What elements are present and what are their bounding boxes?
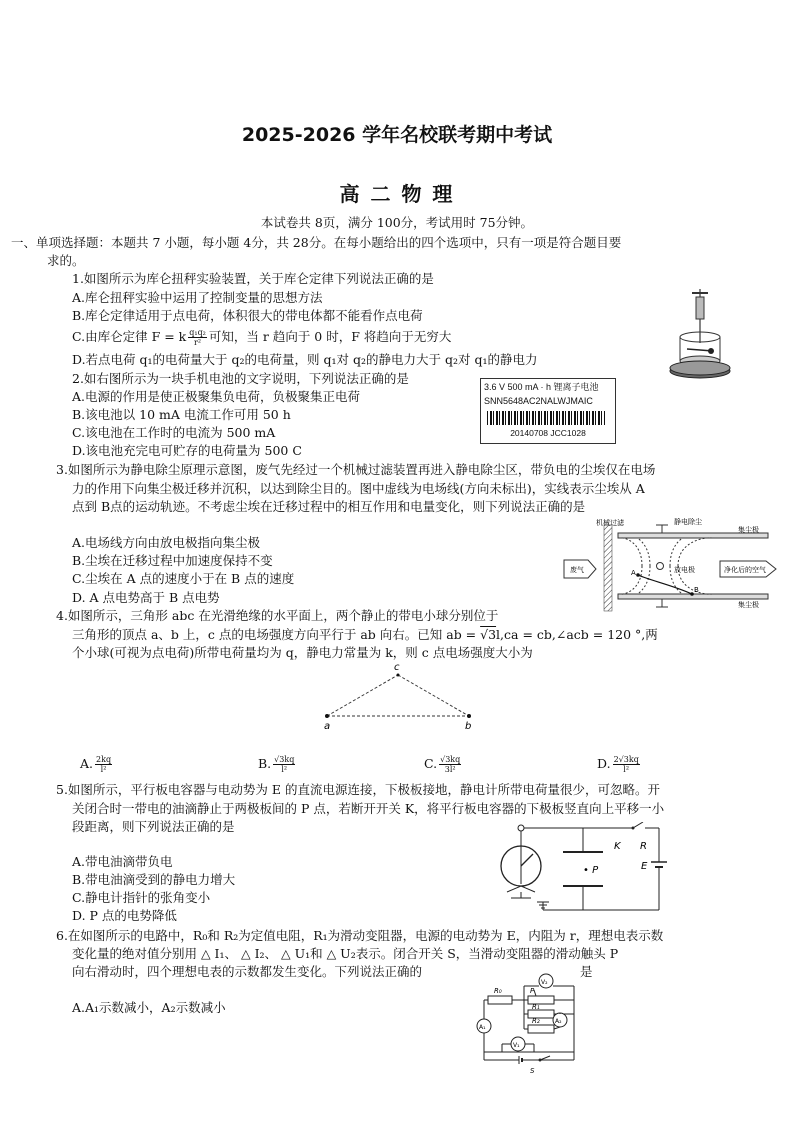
q3-stem-line3: 点到 B点的运动轨迹。不考虑尘埃在迁移过程中的相互作用和电量变化，则下列说法正确的是 <box>72 499 586 514</box>
q6-stem-line3: 向右滑动时，四个理想电表的示数都发生变化。下列说法正确的 <box>72 964 423 979</box>
r0-label: R₀ <box>494 987 502 995</box>
switch-s-label: S <box>530 1067 535 1075</box>
q4-stem-line2: 三角形的顶点 a、b 上，c 点的电场强度方向平行于 ab 向右。已知 ab = √3l,ca = cb,∠acb = 120 °,两 <box>72 627 658 642</box>
fig-filter-label: 机械过滤 <box>596 519 624 527</box>
q2-option-b: B.该电池以 10 mA 电流工作可用 50 h <box>72 407 291 422</box>
q6-circuit-figure <box>474 970 580 1076</box>
q1-option-c: C.由库仑定律 F = k $\frac{\text{q₁q₂}}{\text{r²}}$ 可知，当 r 趋向于 0 时，F 将趋向于无穷大 <box>72 328 452 347</box>
q6-stem-line2: 变化量的绝对值分别用 △ I₁、 △ I₂、 △ U₁和 △ U₂表示。闭合开关 S，当滑动变阻器的滑动触头 P <box>72 946 619 961</box>
point-p-label: • P <box>583 865 599 876</box>
q5-stem-line3: 段距离，则下列说法正确的是 <box>72 819 235 834</box>
q5-option-c: C.静电计指针的张角变小 <box>72 890 211 905</box>
voltmeter-v2-label: V₂ <box>541 979 548 986</box>
fig-collector-bottom-label: 集尘极 <box>738 601 759 609</box>
ammeter-a2-label: A₂ <box>555 1018 562 1025</box>
q4-option-c: C. $\frac{√3kq}{\text{3l²}}$ <box>424 755 461 774</box>
slider-p-label: P <box>530 987 535 995</box>
battery-barcode <box>487 411 605 425</box>
battery-spec: 3.6 V 500 mA · h 锂离子电池 <box>484 382 599 392</box>
q4-stem-line3: 个小球(可视为点电荷)所带电荷量均为 q，静电力常量为 k，则 c 点电场强度大小为 <box>72 645 533 660</box>
q4-stem-line1: 4.如图所示，三角形 abc 在光滑绝缘的水平面上，两个静止的带电小球分别位于 <box>56 608 499 623</box>
resistor-r-label: R <box>640 841 647 852</box>
vertex-b-label: b <box>465 721 472 732</box>
q1-stem: 1.如图所示为库仑扭秤实验装置，关于库仑定律下列说法正确的是 <box>72 271 434 286</box>
q3-stem-line1: 3.如图所示为静电除尘原理示意图，废气先经过一个机械过滤装置再进入静电除尘区，带负电的尘埃仅在电场 <box>56 462 656 477</box>
voltmeter-v1-label: V₁ <box>513 1042 520 1049</box>
q6-stem-line1: 6.在如图所示的电路中，R₀和 R₂为定值电阻，R₁为滑动变阻器，电源的电动势为 E，内阻为 r，理想电表示数 <box>56 928 664 943</box>
ammeter-a1-label: A₁ <box>479 1024 486 1031</box>
r2-label: R₂ <box>532 1017 540 1025</box>
q2-stem: 2.如右图所示为一块手机电池的文字说明，下列说法正确的是 <box>72 371 409 386</box>
fig-clean-air-label: 净化后的空气 <box>724 566 766 574</box>
q1-coulomb-fraction: $\frac{\text{q₁q₂}}{\text{r²}}$ <box>189 328 206 347</box>
fig-zone-label: 静电除尘 <box>674 518 702 526</box>
section-intro: 一、单项选择题：本题共 7 小题，每小题 4分，共 28分。在每小题给出的四个选项中，只有一项是符合题目要 <box>11 235 622 250</box>
exam-info: 本试卷共 8页，满分 100分，考试用时 75分钟。 <box>260 215 534 230</box>
fig-point-b: B <box>694 586 699 594</box>
torsion-balance-figure <box>665 283 735 388</box>
q4-option-a: A. $\frac{2kq}{\text{l²}}$ <box>80 755 112 774</box>
q3-option-a: A.电场线方向由放电极指向集尘极 <box>72 535 261 550</box>
fig-exhaust-label: 废气 <box>570 566 584 574</box>
q2-option-d: D.该电池充完电可贮存的电荷量为 500 C <box>72 443 302 458</box>
q1-option-a: A.库仑扭秤实验中运用了控制变量的思想方法 <box>72 290 323 305</box>
q5-option-d: D. P 点的电势降低 <box>72 908 177 923</box>
q4-option-d: D. $\frac{2√3kq}{\text{l²}}$ <box>597 755 639 774</box>
q2-option-c: C.该电池在工作时的电流为 500 mA <box>72 425 276 440</box>
fig-point-a: A <box>631 569 636 577</box>
triangle-figure <box>316 660 481 732</box>
q1-option-b: B.库仑定律适用于点电荷，体积很大的带电体都不能看作点电荷 <box>72 308 423 323</box>
subject-title: 高 二 物 理 <box>339 182 455 206</box>
capacitor-circuit-figure <box>493 822 673 922</box>
fig-discharge-label: 放电极 <box>674 566 695 574</box>
battery-label <box>480 378 616 444</box>
q3-option-b: B.尘埃在迁移过程中加速度保持不变 <box>72 553 273 568</box>
q5-option-b: B.带电油滴受到的静电力增大 <box>72 872 236 887</box>
q3-option-c: C.尘埃在 A 点的速度小于在 B 点的速度 <box>72 571 295 586</box>
q5-stem-line2: 关闭合时一带电的油滴静止于两极板间的 P 点，若断开开关 K，将平行板电容器的下极板竖直向上平移一小 <box>72 801 665 816</box>
q4-option-b: B. $\frac{√3kq}{\text{l²}}$ <box>258 755 295 774</box>
battery-date: 20140708 JCC1028 <box>510 428 586 438</box>
q3-stem-line2: 力的作用下向集尘极迁移并沉积，以达到除尘目的。图中虚线为电场线(方向未标出)，实线表示尘埃从 A <box>72 481 645 496</box>
r1-label: R₁ <box>532 1003 540 1011</box>
battery-serial: SNN5648AC2NALWJMAIC <box>484 396 593 406</box>
vertex-c-label: c <box>394 662 400 673</box>
q6-stem-line3-end: 是 <box>580 964 593 979</box>
q5-option-a: A.带电油滴带负电 <box>72 854 173 869</box>
section-intro-cont: 求的。 <box>47 253 85 268</box>
q5-stem-line1: 5.如图所示，平行板电容器与电动势为 E 的直流电源连接，下极板接地，静电计所带电荷量很少，可忽略。开 <box>56 782 660 797</box>
q6-option-a: A.A₁示数减小，A₂示数减小 <box>72 1000 226 1015</box>
q1-option-d: D.若点电荷 q₁的电荷量大于 q₂的电荷量，则 q₁对 q₂的静电力大于 q₂对 q₁的静电力 <box>72 352 538 367</box>
precipitator-figure <box>562 515 784 615</box>
switch-k-label: K <box>614 841 621 852</box>
exam-title: 2025-2026 学年名校联考期中考试 <box>241 124 553 146</box>
q2-option-a: A.电源的作用是使正极聚集负电荷，负极聚集正电荷 <box>72 389 361 404</box>
fig-collector-top-label: 集尘极 <box>738 526 759 534</box>
vertex-a-label: a <box>324 721 331 732</box>
q3-option-d: D. A 点电势高于 B 点电势 <box>72 590 220 605</box>
emf-e-label: E <box>641 861 648 872</box>
